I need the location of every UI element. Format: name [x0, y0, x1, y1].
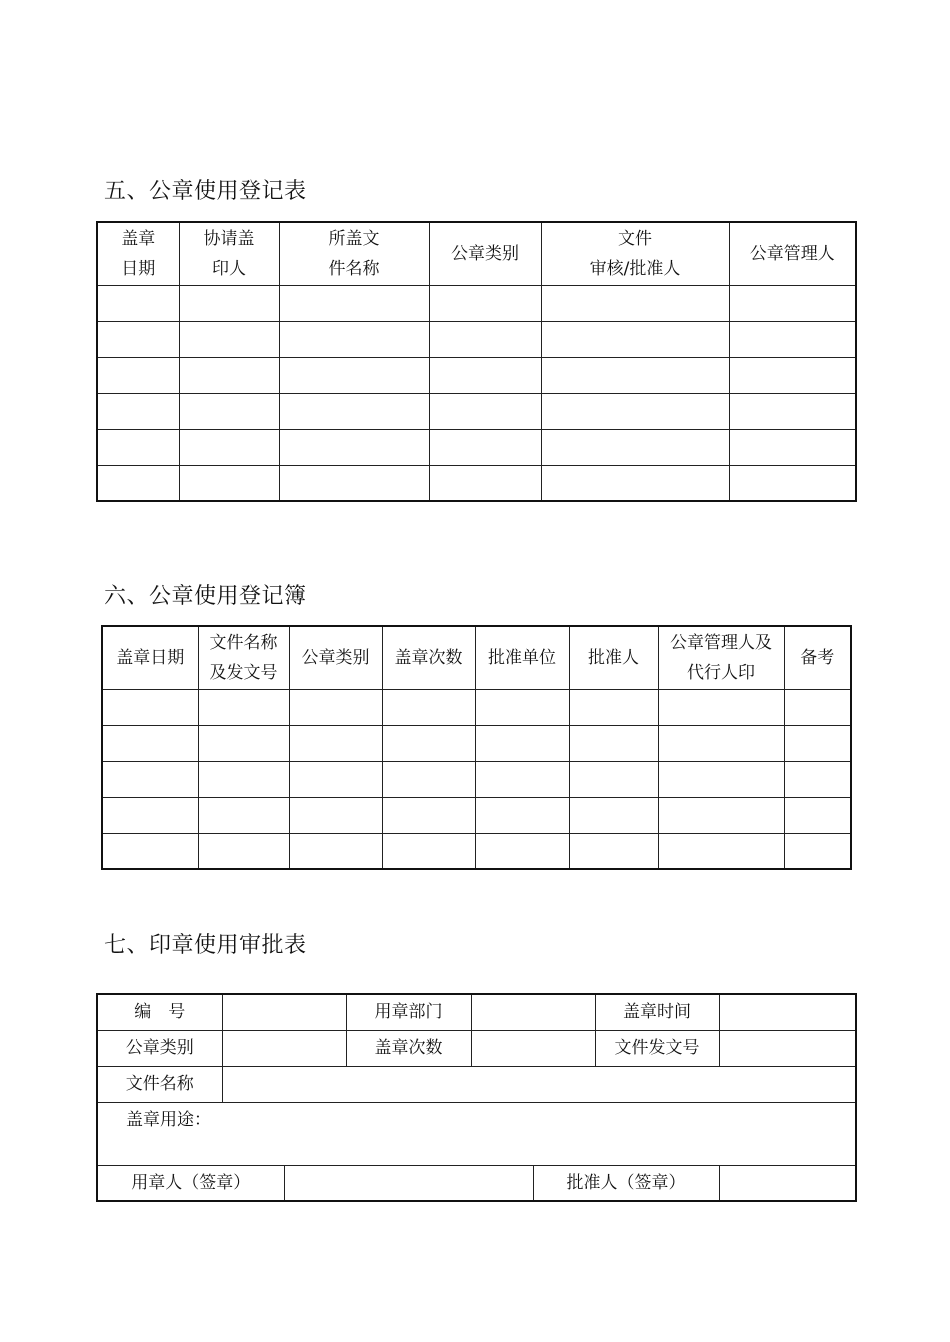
table-cell[interactable] [289, 725, 382, 761]
purpose-label: 盖章用途： [126, 1109, 211, 1130]
form-row [97, 1102, 856, 1165]
table-row [97, 321, 856, 357]
table-cell[interactable] [179, 357, 279, 393]
table-cell[interactable] [429, 285, 541, 321]
header-stamp-count: 盖章次数 [382, 626, 475, 689]
table-cell[interactable] [541, 465, 729, 501]
header-remarks: 备考 [784, 626, 851, 689]
table-cell[interactable] [382, 689, 475, 725]
table-cell[interactable] [289, 761, 382, 797]
form-row [97, 994, 856, 1030]
doc-name-label: 文件名称 [97, 1066, 222, 1102]
table-row [97, 465, 856, 501]
form-row [97, 1030, 856, 1066]
table-cell[interactable] [102, 833, 198, 869]
section-title-7: 七、印章使用审批表 [104, 933, 307, 958]
table-cell[interactable] [198, 725, 289, 761]
table-cell[interactable] [569, 761, 658, 797]
table-cell[interactable] [102, 761, 198, 797]
header-approver: 批准人 [569, 626, 658, 689]
table-cell[interactable] [289, 689, 382, 725]
table-cell[interactable] [475, 689, 569, 725]
table-cell[interactable] [475, 725, 569, 761]
table-cell[interactable] [569, 833, 658, 869]
header-requester: 协请盖 印人 [179, 222, 279, 285]
user-sign-field[interactable] [284, 1165, 533, 1201]
table-cell[interactable] [102, 725, 198, 761]
table-cell[interactable] [179, 393, 279, 429]
table-cell[interactable] [179, 465, 279, 501]
table-cell[interactable] [429, 429, 541, 465]
table-cell[interactable] [382, 725, 475, 761]
table-cell[interactable] [475, 761, 569, 797]
category-label: 公章类别 [97, 1030, 222, 1066]
table-cell[interactable] [97, 393, 179, 429]
user-sign-label: 用章人（签章） [97, 1165, 284, 1201]
dept-field[interactable] [471, 994, 595, 1030]
table-cell[interactable] [198, 833, 289, 869]
header-stamp-date: 盖章 日期 [97, 222, 179, 285]
table-cell[interactable] [198, 761, 289, 797]
section-title-5: 五、公章使用登记表 [104, 179, 307, 204]
table-cell[interactable] [658, 797, 784, 833]
doc-name-field[interactable] [222, 1066, 856, 1102]
table-cell[interactable] [475, 833, 569, 869]
table-cell[interactable] [102, 689, 198, 725]
count-label: 盖章次数 [346, 1030, 471, 1066]
table-cell[interactable] [102, 797, 198, 833]
table-cell[interactable] [569, 797, 658, 833]
purpose-field[interactable] [97, 1102, 856, 1165]
table-cell[interactable] [729, 357, 856, 393]
table-cell[interactable] [784, 761, 851, 797]
table-cell[interactable] [97, 321, 179, 357]
table-cell[interactable] [729, 429, 856, 465]
table-cell[interactable] [279, 465, 429, 501]
header-approving-unit: 批准单位 [475, 626, 569, 689]
header-document-name: 所盖文 件名称 [279, 222, 429, 285]
table-cell[interactable] [541, 393, 729, 429]
table-cell[interactable] [541, 321, 729, 357]
table-cell[interactable] [658, 833, 784, 869]
time-field[interactable] [719, 994, 856, 1030]
table-row [97, 285, 856, 321]
number-field[interactable] [222, 994, 346, 1030]
table-row [102, 797, 851, 833]
table-cell[interactable] [198, 797, 289, 833]
table-cell[interactable] [279, 285, 429, 321]
dept-label: 用章部门 [346, 994, 471, 1030]
table-cell[interactable] [429, 393, 541, 429]
table-cell[interactable] [429, 357, 541, 393]
time-label: 盖章时间 [595, 994, 719, 1030]
header-manager-and-deputy: 公章管理人及 代行人印 [658, 626, 784, 689]
table-cell[interactable] [541, 285, 729, 321]
table-row [102, 689, 851, 725]
approver-sign-field[interactable] [719, 1165, 856, 1201]
table-cell[interactable] [729, 393, 856, 429]
table-cell[interactable] [179, 321, 279, 357]
number-label: 编 号 [97, 994, 222, 1030]
table-cell[interactable] [279, 393, 429, 429]
form-row [97, 1165, 856, 1201]
table-cell[interactable] [569, 725, 658, 761]
header-seal-category: 公章类别 [429, 222, 541, 285]
table-cell[interactable] [97, 357, 179, 393]
table-cell[interactable] [198, 689, 289, 725]
header-seal-manager: 公章管理人 [729, 222, 856, 285]
table-row [97, 393, 856, 429]
approver-sign-label: 批准人（签章） [533, 1165, 719, 1201]
table-cell[interactable] [382, 761, 475, 797]
table-cell[interactable] [382, 833, 475, 869]
doc-no-field[interactable] [719, 1030, 856, 1066]
table-row [97, 429, 856, 465]
table-cell[interactable] [784, 689, 851, 725]
seal-usage-logbook-table [101, 625, 852, 870]
table-cell[interactable] [179, 429, 279, 465]
category-field[interactable] [222, 1030, 346, 1066]
header-stamp-date: 盖章日期 [102, 626, 198, 689]
table-row [97, 357, 856, 393]
table-cell[interactable] [784, 725, 851, 761]
table-header-row [97, 222, 856, 285]
header-document-name-number: 文件名称 及发文号 [198, 626, 289, 689]
table-row [102, 833, 851, 869]
doc-no-label: 文件发文号 [595, 1030, 719, 1066]
header-reviewer: 文件 审核/批准人 [541, 222, 729, 285]
table-cell[interactable] [429, 465, 541, 501]
table-cell[interactable] [289, 833, 382, 869]
table-cell[interactable] [729, 465, 856, 501]
table-row [102, 725, 851, 761]
table-cell[interactable] [97, 429, 179, 465]
table-cell[interactable] [97, 465, 179, 501]
seal-approval-form-table [96, 993, 857, 1202]
table-cell[interactable] [784, 833, 851, 869]
table-cell[interactable] [279, 357, 429, 393]
table-cell[interactable] [429, 321, 541, 357]
table-cell[interactable] [658, 761, 784, 797]
table-cell[interactable] [541, 357, 729, 393]
table-cell[interactable] [279, 321, 429, 357]
table-cell[interactable] [97, 285, 179, 321]
table-cell[interactable] [729, 285, 856, 321]
table-cell[interactable] [475, 797, 569, 833]
table-cell[interactable] [569, 689, 658, 725]
table-cell[interactable] [541, 429, 729, 465]
table-header-row [102, 626, 851, 689]
table-cell[interactable] [784, 797, 851, 833]
count-field[interactable] [471, 1030, 595, 1066]
table-cell[interactable] [179, 285, 279, 321]
header-seal-category: 公章类别 [289, 626, 382, 689]
table-row [102, 761, 851, 797]
table-cell[interactable] [289, 797, 382, 833]
form-row [97, 1066, 856, 1102]
seal-usage-register-table [96, 221, 857, 502]
table-cell[interactable] [658, 725, 784, 761]
table-cell[interactable] [658, 689, 784, 725]
table-cell[interactable] [729, 321, 856, 357]
table-cell[interactable] [382, 797, 475, 833]
table-cell[interactable] [279, 429, 429, 465]
section-title-6: 六、公章使用登记簿 [104, 584, 307, 609]
